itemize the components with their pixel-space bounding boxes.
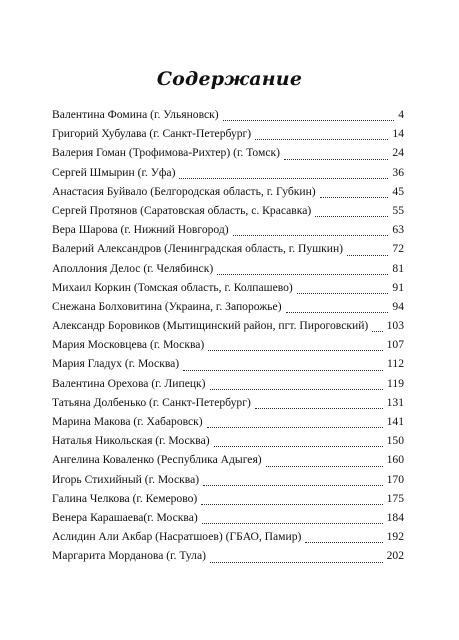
dot-leader bbox=[179, 177, 388, 179]
toc-entry-page-number: 131 bbox=[386, 395, 404, 409]
toc-entry bbox=[52, 163, 404, 182]
page-title: Содержание bbox=[156, 68, 303, 90]
toc-entry-page-number: 107 bbox=[386, 338, 404, 352]
toc-entry bbox=[52, 450, 404, 469]
dot-leader bbox=[233, 234, 389, 236]
dot-leader bbox=[217, 273, 388, 275]
toc-entry-page-number: 45 bbox=[392, 184, 404, 198]
dot-leader bbox=[223, 119, 395, 121]
toc-entry bbox=[52, 239, 404, 258]
toc-entry-page-number: 36 bbox=[392, 165, 404, 179]
dot-leader bbox=[210, 561, 383, 563]
toc-entry-title: Александр Боровиков (Мытищинский район, пгт. Пироговский) bbox=[52, 319, 369, 333]
dot-leader bbox=[214, 445, 383, 447]
toc-entry bbox=[52, 105, 404, 124]
toc-entry-title: Аполлония Делос (г. Челябинск) bbox=[52, 261, 214, 275]
toc-entry-page-number: 170 bbox=[386, 472, 404, 486]
toc-entry-page-number: 91 bbox=[392, 280, 404, 294]
toc-entry-page-number: 184 bbox=[386, 510, 404, 524]
dot-leader bbox=[320, 196, 389, 198]
toc-entry bbox=[52, 354, 404, 373]
toc-entry-title: Мария Московцева (г. Москва) bbox=[52, 338, 205, 352]
toc-entry-title: Сергей Протянов (Саратовская область, с. Красавка) bbox=[52, 203, 312, 217]
dot-leader bbox=[297, 292, 389, 294]
toc-entry bbox=[52, 412, 404, 431]
dot-leader bbox=[266, 465, 383, 467]
toc-entry-title: Наталья Никольская (г. Москва) bbox=[52, 434, 210, 448]
toc-entry-page-number: 160 bbox=[386, 453, 404, 467]
toc-entry bbox=[52, 374, 404, 393]
toc-entry bbox=[52, 527, 404, 546]
toc-entry-title: Мария Гладух (г. Москва) bbox=[52, 357, 180, 371]
toc-entry bbox=[52, 201, 404, 220]
toc-entry-title: Татьяна Долбенько (г. Санкт-Петербург) bbox=[52, 395, 251, 409]
toc-entry bbox=[52, 297, 404, 316]
toc-entry bbox=[52, 143, 404, 162]
toc-entry-title: Сергей Шмырин (г. Уфа) bbox=[52, 165, 176, 179]
dot-leader bbox=[202, 522, 383, 524]
toc-entry bbox=[52, 393, 404, 412]
toc-entry bbox=[52, 335, 404, 354]
toc-entry-page-number: 192 bbox=[386, 530, 404, 544]
toc-entry bbox=[52, 220, 404, 239]
toc-entry-title: Анастасия Буйвало (Белгородская область, г. Губкин) bbox=[52, 184, 316, 198]
dot-leader bbox=[183, 369, 383, 371]
toc-entry-title: Аслидин Али Акбар (Насратшоев) (ГБАО, Памир) bbox=[52, 530, 302, 544]
toc-entry bbox=[52, 546, 404, 565]
dot-leader bbox=[207, 426, 383, 428]
dot-leader bbox=[255, 407, 383, 409]
toc-entry bbox=[52, 278, 404, 297]
toc-entry-title: Григорий Хубулава (г. Санкт-Петербург) bbox=[52, 127, 252, 141]
toc-entry-page-number: 4 bbox=[398, 108, 404, 121]
toc-entry-title: Михаил Коркин (Томская область, г. Колпашево) bbox=[52, 280, 293, 294]
dot-leader bbox=[372, 330, 382, 332]
dot-leader bbox=[305, 541, 382, 543]
toc-entry bbox=[52, 508, 404, 527]
dot-leader bbox=[286, 311, 389, 313]
toc-entry bbox=[52, 431, 404, 450]
toc-entry-page-number: 55 bbox=[392, 203, 404, 217]
toc-entry-title: Валерия Гоман (Трофимова-Рихтер) (г. Томск) bbox=[52, 146, 280, 160]
toc-entry-page-number: 112 bbox=[387, 357, 404, 371]
dot-leader bbox=[210, 388, 383, 390]
toc-entry bbox=[52, 489, 404, 508]
dot-leader bbox=[203, 484, 383, 486]
toc-entry-title: Венера Карашаева(г. Москва) bbox=[52, 510, 198, 524]
table-of-contents bbox=[52, 105, 404, 566]
toc-entry-title: Ангелина Коваленко (Республика Адыгея) bbox=[52, 453, 262, 467]
toc-entry-title: Галина Челкова (г. Кемерово) bbox=[52, 491, 198, 505]
toc-entry-page-number: 202 bbox=[386, 549, 404, 563]
toc-entry-title: Валерий Александров (Ленинградская область, г. Пушкин) bbox=[52, 242, 344, 256]
toc-entry-title: Вера Шарова (г. Нижний Новгород) bbox=[52, 223, 229, 237]
toc-entry-title: Снежана Болховитина (Украина, г. Запорожье) bbox=[52, 299, 282, 313]
toc-entry-page-number: 103 bbox=[386, 319, 404, 333]
toc-entry-page-number: 119 bbox=[387, 376, 404, 390]
toc-entry-page-number: 175 bbox=[386, 491, 404, 505]
toc-entry-title: Игорь Стихийный (г. Москва) bbox=[52, 472, 200, 486]
dot-leader bbox=[208, 349, 382, 351]
toc-entry-page-number: 24 bbox=[392, 146, 404, 160]
dot-leader bbox=[255, 138, 388, 140]
dot-leader bbox=[284, 158, 388, 160]
toc-entry-page-number: 94 bbox=[392, 299, 404, 313]
toc-entry-title: Марина Макова (г. Хабаровск) bbox=[52, 415, 203, 428]
toc-entry bbox=[52, 470, 404, 489]
toc-entry bbox=[52, 182, 404, 201]
toc-entry bbox=[52, 124, 404, 143]
toc-entry-page-number: 141 bbox=[386, 415, 404, 428]
toc-entry bbox=[52, 259, 404, 278]
dot-leader bbox=[347, 254, 388, 256]
toc-entry-page-number: 150 bbox=[386, 434, 404, 448]
toc-entry-title: Валентина Орехова (г. Липецк) bbox=[52, 376, 206, 390]
toc-entry-title: Валентина Фомина (г. Ульяновск) bbox=[52, 108, 219, 121]
toc-entry-page-number: 81 bbox=[392, 261, 404, 275]
toc-entry-page-number: 14 bbox=[392, 127, 404, 141]
toc-entry-page-number: 63 bbox=[392, 223, 404, 237]
dot-leader bbox=[201, 503, 382, 505]
dot-leader bbox=[315, 215, 388, 217]
toc-entry-title: Маргарита Морданова (г. Тула) bbox=[52, 549, 206, 563]
toc-entry-page-number: 72 bbox=[392, 242, 404, 256]
toc-entry bbox=[52, 316, 404, 335]
